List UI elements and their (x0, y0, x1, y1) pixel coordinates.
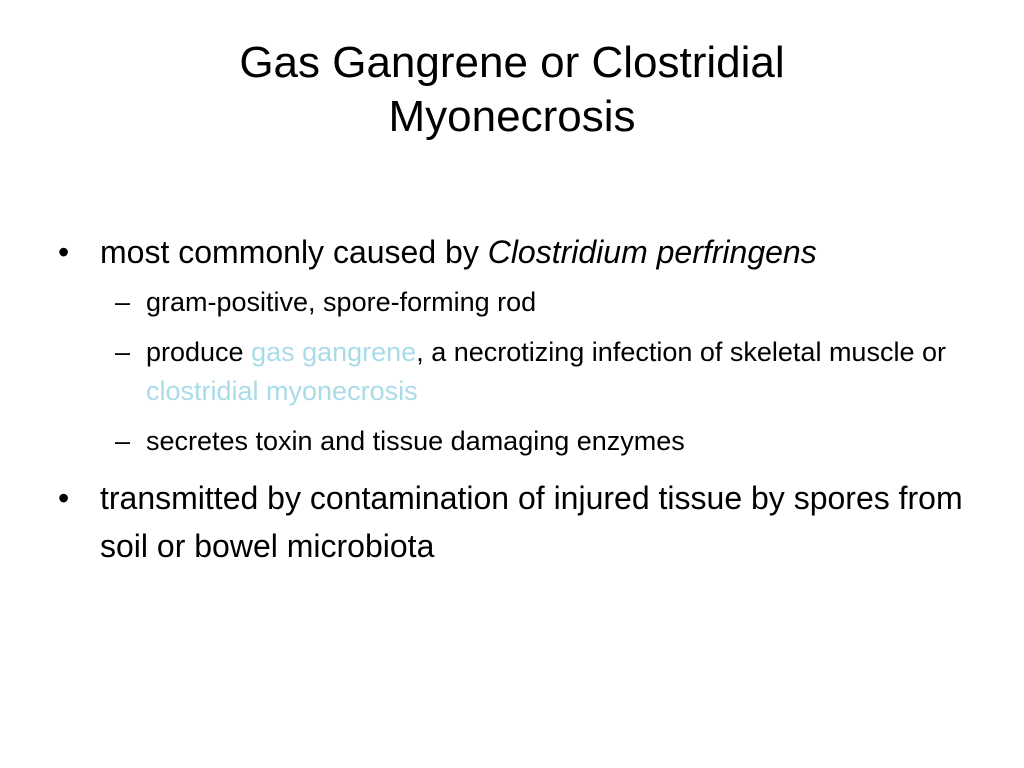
bullet-text-transmission: transmitted by contamination of injured tissue by spores from soil or bowel microbiota (100, 480, 963, 564)
bullet-text-organism: Clostridium perfringens (487, 234, 817, 270)
subitem-text-secretes: secretes toxin and tissue damaging enzymes (146, 426, 685, 456)
bullet-item-transmission (58, 474, 978, 570)
subitem-text-produce-a: produce (146, 337, 252, 367)
bullet-text-cause-prefix: most commonly caused by (100, 234, 488, 270)
subitem-produce (58, 333, 978, 411)
highlight-clostridial-myonecrosis: clostridial myonecrosis (146, 376, 418, 406)
bullet-item-cause (58, 228, 978, 276)
subitem-gram-positive (58, 283, 978, 322)
dash-icon: – (115, 426, 131, 456)
bullet-icon: • (58, 234, 70, 270)
subitem-text-gram-positive: gram-positive, spore-forming rod (146, 287, 537, 317)
bullet-icon: • (58, 480, 70, 516)
subitem-text-produce-b: , a necrotizing infection of skeletal muscle or (416, 337, 946, 367)
slide-title-line-1: Gas Gangrene or Clostridial (239, 38, 785, 87)
dash-icon: – (115, 287, 131, 317)
subitem-secretes (58, 422, 978, 461)
slide-body (58, 228, 978, 570)
slide-title-line-2: Myonecrosis (388, 92, 636, 141)
slide-title (62, 36, 962, 144)
highlight-gas-gangrene: gas gangrene (251, 337, 417, 367)
dash-icon: – (115, 337, 131, 367)
